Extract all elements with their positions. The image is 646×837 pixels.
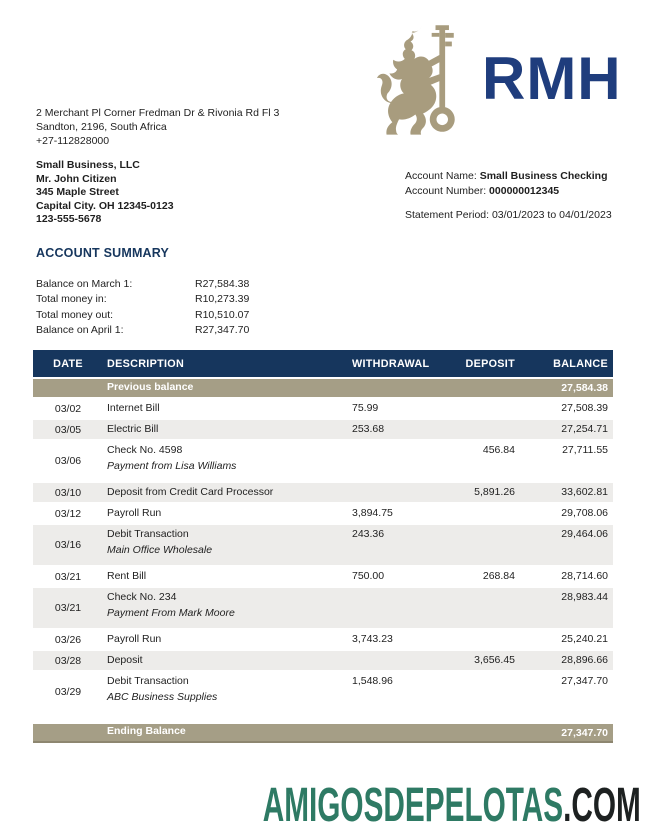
table-row: [33, 420, 613, 439]
previous-balance-row: [33, 379, 613, 397]
cell-balance: 27,508.39: [561, 402, 608, 414]
table-body: [33, 399, 613, 712]
cell-description: [103, 441, 345, 481]
account-number-value: 000000012345: [489, 184, 560, 197]
watermark-suffix: .COM: [563, 779, 641, 832]
customer-address-line: Capital City. OH 12345-0123: [36, 199, 174, 212]
cell-description: [103, 567, 345, 586]
description-note: ABC Business Supplies: [107, 691, 218, 703]
previous-balance-label: Previous balance: [107, 380, 194, 393]
cell-balance: 29,708.06: [561, 507, 608, 519]
cell-date: 03/02: [54, 402, 82, 415]
table-row: [33, 567, 613, 586]
cell-description: [103, 588, 345, 628]
cell-deposit: [432, 399, 517, 418]
account-name-line: [405, 169, 612, 184]
cell-balance: 25,240.21: [561, 633, 608, 645]
description-text: Check No. 234: [107, 591, 177, 603]
header-withdrawal: WITHDRAWAL: [352, 357, 430, 370]
account-summary: [36, 277, 249, 339]
statement-period-value: 03/01/2023 to 04/01/2023: [491, 209, 612, 221]
cell-deposit: [432, 630, 517, 649]
cell-description: [103, 420, 345, 439]
cell-balance: 27,254.71: [561, 423, 608, 435]
cell-deposit: 5,891.26: [474, 486, 515, 498]
cell-withdrawal: [345, 441, 432, 481]
cell-balance: 28,896.66: [561, 654, 608, 666]
bank-address-line: 2 Merchant Pl Corner Fredman Dr & Rivonia Rd Fl 3: [36, 107, 280, 119]
description-text: Payroll Run: [107, 507, 162, 519]
cell-description: [103, 630, 345, 649]
cell-withdrawal: [345, 387, 432, 390]
table-row: [33, 525, 613, 565]
cell-deposit: [432, 387, 517, 390]
description-text: Check No. 4598: [107, 444, 183, 456]
cell-balance: 28,714.60: [561, 570, 608, 582]
summary-label: Total money out:: [36, 308, 114, 321]
account-number-line: [405, 184, 612, 199]
table-row: [33, 672, 613, 712]
transactions-table: [33, 350, 613, 745]
bank-address: [36, 106, 279, 148]
cell-description: [103, 399, 345, 418]
account-number-label: Account Number:: [405, 184, 487, 197]
cell-description: [103, 672, 345, 712]
cell-date: 03/26: [54, 633, 82, 646]
cell-withdrawal: 75.99: [352, 402, 379, 414]
cell-withdrawal: 3,894.75: [352, 507, 393, 519]
cell-date: 03/10: [54, 486, 82, 499]
summary-label: Balance on March 1:: [36, 278, 133, 290]
summary-row: [36, 323, 249, 338]
cell-deposit: [432, 672, 517, 712]
cell-deposit: [432, 731, 517, 734]
summary-row: [36, 308, 249, 323]
summary-value: R10,510.07: [195, 308, 250, 321]
cell-date: 03/28: [54, 654, 82, 667]
cell-date: 03/16: [54, 539, 82, 551]
account-info: [405, 169, 612, 223]
cell-deposit: [432, 504, 517, 523]
customer-address-line: 345 Maple Street: [36, 186, 119, 199]
cell-balance: 27,711.55: [562, 444, 608, 456]
table-row: [33, 588, 613, 628]
statement-period-line: [405, 208, 612, 223]
summary-value: R27,347.70: [195, 324, 250, 337]
lion-key-logo-icon: [376, 23, 472, 135]
ending-balance-value: 27,347.70: [561, 726, 608, 739]
cell-description: [103, 525, 345, 565]
customer-address-line: Small Business, LLC: [36, 159, 140, 171]
cell-balance: 27,347.70: [561, 675, 608, 687]
summary-row: [36, 277, 249, 292]
summary-value: R27,584.38: [195, 278, 250, 290]
cell-balance: 33,602.81: [561, 486, 608, 498]
cell-balance: 29,464.06: [561, 528, 608, 540]
cell-date: 03/21: [54, 570, 82, 583]
description-text: Debit Transaction: [107, 528, 189, 540]
bank-logo: [376, 22, 622, 136]
previous-balance-value: 27,584.38: [561, 382, 608, 394]
cell-withdrawal: [345, 588, 432, 628]
watermark: [262, 779, 641, 832]
cell-date: 03/21: [54, 602, 82, 614]
description-note: Main Office Wholesale: [107, 544, 213, 556]
statement-period-label: Statement Period:: [405, 209, 490, 221]
description-text: Deposit from Credit Card Processor: [107, 486, 274, 498]
description-text: Payroll Run: [107, 633, 162, 645]
ending-balance-row: [33, 724, 613, 743]
cell-withdrawal: [345, 731, 432, 734]
cell-withdrawal: [345, 651, 432, 670]
cell-date: 03/12: [54, 507, 82, 520]
summary-row: [36, 292, 249, 307]
description-text: Rent Bill: [107, 570, 147, 582]
cell-withdrawal: 1,548.96: [352, 675, 393, 687]
table-header-row: [33, 350, 613, 377]
customer-address: [36, 159, 174, 227]
bank-address-line: +27-112828000: [36, 135, 110, 147]
watermark-main: AMIGOSDEPELOTAS: [262, 779, 564, 832]
table-row: [33, 399, 613, 418]
bank-address-line: Sandton, 2196, South Africa: [36, 121, 167, 133]
cell-deposit: 456.84: [482, 444, 515, 456]
table-row: [33, 651, 613, 670]
cell-withdrawal: 750.00: [352, 570, 385, 582]
cell-description: [103, 651, 345, 670]
cell-balance: 28,983.44: [561, 591, 608, 603]
bank-logo-text: RMH: [482, 45, 622, 112]
cell-deposit: 3,656.45: [474, 654, 515, 666]
cell-description: [103, 483, 345, 502]
table-row: [33, 504, 613, 523]
cell-date: 03/05: [54, 423, 82, 436]
cell-deposit: [432, 525, 517, 565]
summary-label: Total money in:: [36, 293, 107, 306]
cell-date: 03/06: [54, 455, 82, 467]
header-balance: BALANCE: [553, 357, 608, 370]
account-summary-title: ACCOUNT SUMMARY: [36, 246, 170, 260]
description-text: Debit Transaction: [107, 675, 189, 687]
cell-withdrawal: [345, 483, 432, 502]
customer-address-line: Mr. John Citizen: [36, 172, 117, 185]
header-date: DATE: [53, 357, 83, 370]
cell-deposit: 268.84: [482, 570, 515, 582]
cell-deposit: [432, 588, 517, 628]
account-name-label: Account Name:: [405, 170, 477, 182]
description-text: Internet Bill: [107, 402, 160, 414]
summary-label: Balance on April 1:: [36, 324, 124, 337]
ending-balance-label: Ending Balance: [107, 725, 186, 737]
cell-withdrawal: 3,743.23: [352, 633, 393, 645]
description-note: Payment from Lisa Williams: [107, 460, 237, 472]
cell-withdrawal: 253.68: [352, 423, 385, 435]
cell-deposit: [432, 420, 517, 439]
table-row: [33, 441, 613, 481]
header-description: DESCRIPTION: [107, 357, 185, 370]
table-row: [33, 630, 613, 649]
cell-withdrawal: 243.36: [352, 528, 385, 540]
summary-value: R10,273.39: [195, 293, 250, 306]
cell-date: 03/29: [54, 686, 82, 698]
header-deposit: DEPOSIT: [465, 357, 515, 370]
table-row: [33, 483, 613, 502]
cell-description: [103, 504, 345, 523]
description-text: Deposit: [107, 654, 143, 666]
account-name-value: Small Business Checking: [479, 170, 608, 182]
description-text: Electric Bill: [107, 423, 159, 435]
customer-address-line: 123-555-5678: [36, 213, 102, 226]
description-note: Payment From Mark Moore: [107, 607, 235, 619]
